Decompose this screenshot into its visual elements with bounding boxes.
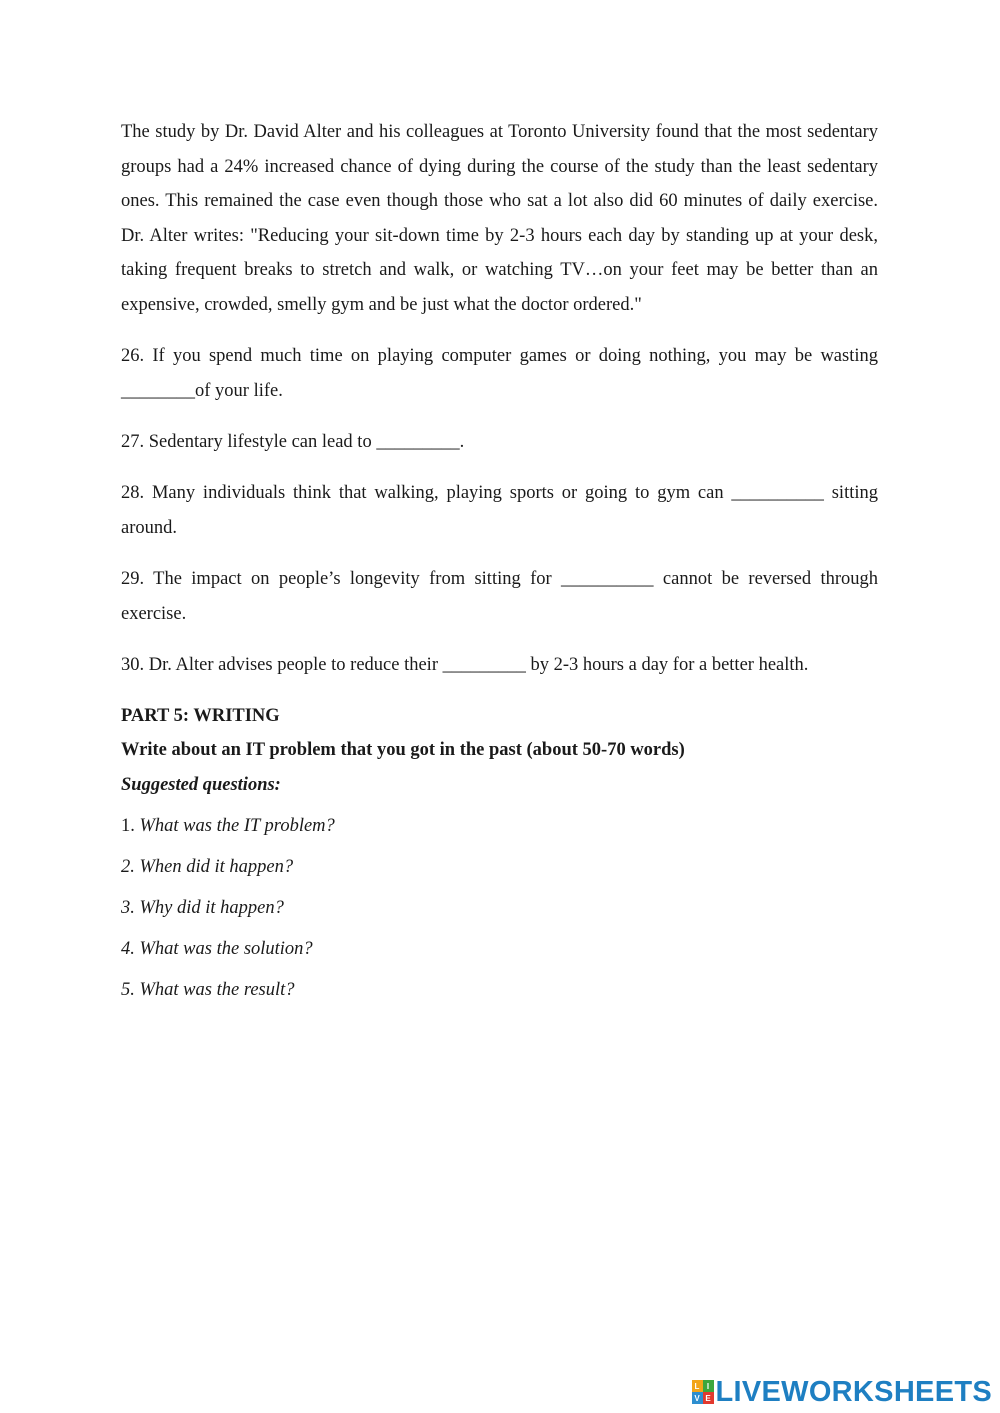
suggested-question-2: [121, 850, 878, 885]
question-30: 30. Dr. Alter advises people to reduce their _________ by 2-3 hours a day for a better health.: [121, 654, 809, 675]
part-5-heading: PART 5: WRITING: [121, 705, 280, 726]
liveworksheets-brand[interactable]: [692, 1374, 993, 1410]
suggested-question-text: 2. When did it happen?: [121, 857, 294, 878]
question-26: 26. If you spend much time on playing computer games or doing nothing, you may be wasting ________of your life.: [121, 346, 878, 401]
logo-letter: I: [703, 1380, 714, 1392]
suggested-question-5: [121, 973, 878, 1008]
logo-letter: L: [692, 1380, 703, 1392]
question-29: 29. The impact on people’s longevity from sitting for __________ cannot be reversed through exercise.: [121, 568, 878, 624]
suggested-question-text: What was the IT problem?: [139, 816, 335, 837]
logo-letter: V: [692, 1392, 703, 1404]
brand-name: LIVEWORKSHEETS: [715, 1376, 992, 1408]
suggested-question-3: [121, 891, 878, 926]
writing-task: Write about an IT problem that you got in the past (about 50-70 words): [121, 740, 685, 761]
question-28: 28. Many individuals think that walking, playing sports or going to gym can __________ sitting around.: [121, 483, 878, 538]
suggested-question-text: 4. What was the solution?: [121, 939, 313, 959]
logo-letter: E: [703, 1392, 714, 1404]
suggested-questions-label: Suggested questions:: [121, 775, 281, 796]
suggested-question-1: [121, 809, 878, 844]
question-27: 27. Sedentary lifestyle can lead to _________.: [121, 431, 465, 452]
worksheet-page: [121, 115, 878, 1008]
reading-passage: The study by Dr. David Alter and his colleagues at Toronto University found that the most sedentary groups had a 24% increased chance of dying during the course of the study than the least sedentary ones. This remained the case even though those who sat a lot also did 60 minutes of daily exercise. Dr. Alter writes: "Reducing your sit-down time by 2-3 hours each day by standing up at your desk, taking frequent breaks to stretch and walk, or watching TV…on your feet may be better than an expensive, crowded, smelly gym and be just what the doctor ordered.": [121, 122, 878, 315]
suggested-question-4: [121, 932, 878, 967]
suggested-question-number: 1.: [121, 816, 140, 837]
liveworksheets-logo-icon: [692, 1380, 714, 1404]
suggested-question-text: 5. What was the result?: [121, 979, 295, 1000]
suggested-question-text: 3. Why did it happen?: [121, 898, 284, 919]
